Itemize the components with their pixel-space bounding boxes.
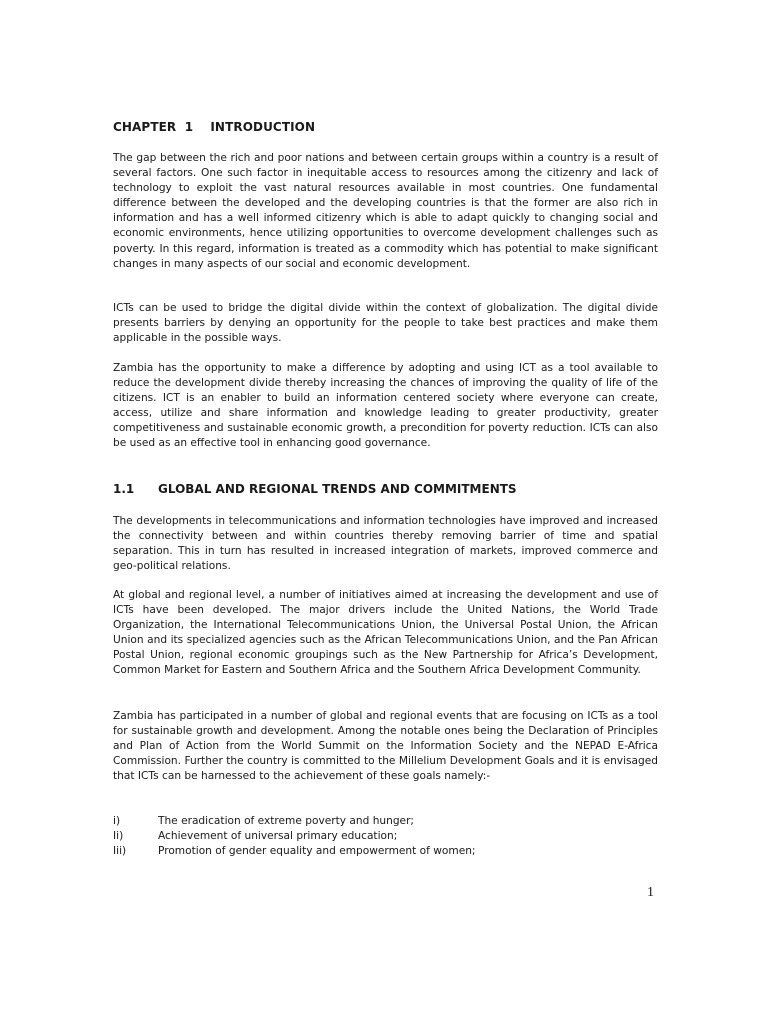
section-paragraph-2: At global and regional level, a number of initiatives aimed at increasing the development and use of ICTs have been developed. The major drivers include the United Nations, the World Trade Organization, the International Telecommunications Union, the Universal Postal Union, the African Union and its specialized agencies such as the African Telecommunications Union, and the Pan African Postal Union, regional economic groupings such as the New Partnership for Africa’s Development, Common Market for Eastern and Southern Africa and the Southern Africa Development Community. xyxy=(113,589,658,677)
page-number: 1 xyxy=(647,885,654,900)
intro-paragraph-3: Zambia has the opportunity to make a difference by adopting and using ICT as a tool available to reduce the development divide thereby increasing the chances of improving the quality of life of the citizens. ICT is an enabler to build an information centered society where everyone can create, access, utilize and share information and knowledge leading to greater productivity, greater competitiveness and sustainable economic growth, a precondition for poverty reduction. ICTs can also be used as an effective tool in enhancing good governance. xyxy=(113,362,658,450)
list-item-marker: i) xyxy=(113,815,121,827)
intro-paragraph-1: The gap between the rich and poor nations and between certain groups within a country is a result of several factors. One such factor in inequitable access to resources among the citizenry and lack of technology to exploit the vast natural resources available in most countries. One fundamental difference between the developed and the developing countries is that the former are also rich in information and has a well informed citizenry which is able to adapt quickly to changing social and economic environments, hence utilizing opportunities to overcome development challenges such as poverty. In this regard, information is treated as a commodity which has potential to make significant changes in many aspects of our social and economic development. xyxy=(113,152,658,270)
list-item-text: Promotion of gender equality and empowerment of women; xyxy=(158,845,476,858)
list-item-text: Achievement of universal primary education; xyxy=(158,830,398,843)
list-item-marker: Iii) xyxy=(113,845,127,858)
intro-paragraph-2: ICTs can be used to bridge the digital divide within the context of globalization. The digital divide presents barriers by denying an opportunity for the people to take best practices and make them applicable in the possible ways. xyxy=(113,302,658,345)
list-item-text: The eradication of extreme poverty and hunger; xyxy=(158,815,415,827)
list-item-marker: Ii) xyxy=(113,830,124,843)
list-item xyxy=(113,814,658,829)
section-number: 1.1 xyxy=(113,482,135,496)
chapter-heading: CHAPTER 1 INTRODUCTION xyxy=(113,120,316,134)
section-paragraph-3: Zambia has participated in a number of global and regional events that are focusing on ICTs as a tool for sustainable growth and development. Among the notable ones being the Declaration of Principles and Plan of Action from the World Summit on the Information Society and the NEPAD E-Africa Commission. Further the country is committed to the Millelium Development Goals and it is envisaged that ICTs can be harnessed to the achievement of these goals namely:- xyxy=(113,710,658,783)
section-paragraph-1: The developments in telecommunications and information technologies have improved and increased the connectivity between and within countries thereby removing barrier of time and spatial separation. This in turn has resulted in increased integration of markets, improved commerce and geo-political relations. xyxy=(113,515,658,573)
list-item xyxy=(113,844,658,859)
goals-list xyxy=(113,814,658,859)
section-heading xyxy=(113,482,517,496)
section-title: GLOBAL AND REGIONAL TRENDS AND COMMITMENTS xyxy=(158,482,517,496)
list-item xyxy=(113,829,658,844)
